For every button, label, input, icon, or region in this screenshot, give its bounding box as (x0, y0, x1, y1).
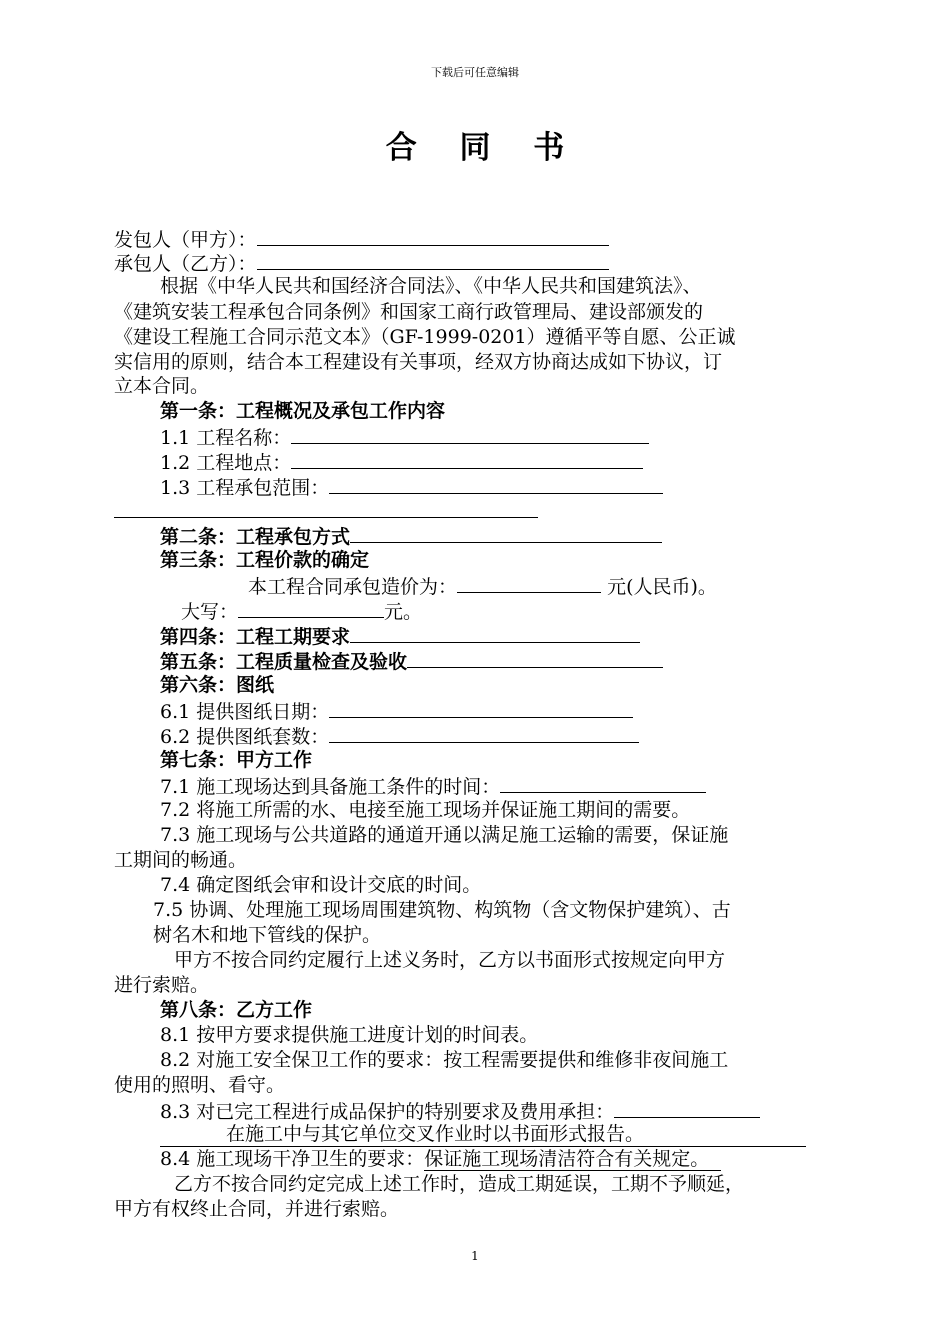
article-1-item-2 (160, 449, 643, 475)
construction-period-blank[interactable] (350, 623, 640, 643)
article-5-line (160, 648, 663, 674)
party-b-line (114, 250, 609, 276)
article-7-item-5-line-1: 7.5 协调、处理施工现场周围建筑物、构筑物（含文物保护建筑）、古 (153, 899, 731, 921)
party-a-line (114, 226, 609, 252)
article-8-item-1: 8.1 按甲方要求提供施工进度计划的时间表。 (160, 1024, 539, 1046)
party-b-label: 承包人（乙方）： (114, 253, 257, 275)
article-7-item-3-line-1: 7.3 施工现场与公共道路的通道开通以满足施工运输的需要，保证施 (160, 824, 729, 846)
article-7-item-2: 7.2 将施工所需的水、电接至施工现场并保证施工期间的需要。 (160, 799, 691, 821)
site-ready-time-label: 7.1 施工现场达到具备施工条件的时间： (160, 776, 501, 798)
party-a-label: 发包人（甲方）： (114, 229, 257, 251)
project-location-label: 1.2 工程地点： (160, 452, 292, 474)
article-8-item-3-line-1 (160, 1098, 760, 1124)
drawing-date-label: 6.1 提供图纸日期： (160, 701, 330, 723)
drawing-sets-blank[interactable] (329, 723, 639, 743)
site-hygiene-label: 8.4 施工现场干净卫生的要求： (160, 1148, 425, 1170)
article-8-title: 第八条：乙方工作 (160, 999, 313, 1021)
site-hygiene-value: 保证施工现场清洁符合有关规定。 (424, 1148, 710, 1170)
party-a-blank[interactable] (257, 226, 609, 246)
intro-line-2: 《建筑安装工程承包合同条例》和国家工商行政管理局、建设部颁发的 (114, 301, 704, 323)
document-title: 合 同 书 (385, 130, 581, 166)
article-2-title: 第二条：工程承包方式 (160, 526, 351, 548)
article-8-item-4 (160, 1147, 721, 1171)
page-header-note: 下载后可任意编辑 (431, 66, 519, 79)
capital-amount-label: 大写： (181, 601, 239, 623)
article-7-item-4: 7.4 确定图纸会审和设计交底的时间。 (160, 874, 482, 896)
article-8-item-3-line-2 (160, 1122, 806, 1147)
article-4-line (160, 623, 640, 649)
project-name-label: 1.1 工程名称： (160, 427, 292, 449)
project-scope-continuation (114, 498, 538, 524)
project-scope-blank-2[interactable] (114, 498, 538, 518)
intro-line-1: 根据《中华人民共和国经济合同法》、《中华人民共和国建筑法》、 (160, 275, 702, 297)
contract-price-label: 本工程合同承包造价为： (248, 576, 458, 598)
capital-amount-unit: 元。 (384, 601, 423, 623)
site-ready-time-blank[interactable] (500, 773, 706, 793)
article-3-title: 第三条：工程价款的确定 (160, 549, 370, 571)
intro-line-4: 实信用的原则，结合本工程建设有关事项，经双方协商达成如下协议，订 (114, 351, 723, 373)
article-7-item-5-line-2: 树名木和地下管线的保护。 (153, 924, 382, 946)
capital-amount-line (181, 598, 422, 624)
page-number: 1 (471, 1249, 479, 1263)
article-6-title: 第六条：图纸 (160, 674, 275, 696)
article-7-breach-line-1: 甲方不按合同约定履行上述义务时，乙方以书面形式按规定向甲方 (174, 949, 726, 971)
drawing-sets-label: 6.2 提供图纸套数： (160, 726, 330, 748)
article-8-item-2-line-1: 8.2 对施工安全保卫工作的要求：按工程需要提供和维修非夜间施工 (160, 1049, 729, 1071)
project-name-blank[interactable] (291, 424, 649, 444)
contract-price-line (248, 573, 717, 599)
project-scope-blank[interactable] (329, 474, 663, 494)
article-7-item-3-line-2: 工期间的畅通。 (114, 849, 248, 871)
capital-amount-blank[interactable] (238, 598, 384, 618)
article-8-breach-line-2: 甲方有权终止合同，并进行索赔。 (114, 1198, 400, 1220)
article-6-item-1 (160, 698, 633, 724)
article-5-title: 第五条：工程质量检查及验收 (160, 651, 408, 673)
article-2-line (160, 523, 662, 549)
drawing-date-blank[interactable] (329, 698, 633, 718)
article-6-item-2 (160, 723, 639, 749)
article-7-item-1 (160, 773, 706, 799)
product-protection-label: 8.3 对已完工程进行成品保护的特别要求及费用承担： (160, 1101, 615, 1123)
party-b-blank[interactable] (257, 250, 609, 270)
project-scope-label: 1.3 工程承包范围： (160, 477, 330, 499)
intro-line-5: 立本合同。 (114, 375, 210, 397)
product-protection-text: 在施工中与其它单位交叉作业时以书面形式报告。 (226, 1123, 645, 1145)
contract-method-blank[interactable] (350, 523, 662, 543)
article-1-item-1 (160, 424, 649, 450)
article-7-breach-line-2: 进行索赔。 (114, 974, 210, 996)
contract-price-unit: 元(人民币)。 (607, 576, 717, 598)
article-1-title: 第一条：工程概况及承包工作内容 (160, 400, 446, 422)
article-8-breach-line-1: 乙方不按合同约定完成上述工作时，造成工期延误，工期不予顺延， (174, 1173, 745, 1195)
project-location-blank[interactable] (291, 449, 643, 469)
intro-line-3: 《建设工程施工合同示范文本》（GF-1999-0201）遵循平等自愿、公正诚 (114, 326, 736, 348)
quality-inspection-blank[interactable] (407, 648, 663, 668)
product-protection-blank[interactable] (614, 1098, 760, 1118)
product-protection-filled (160, 1122, 806, 1147)
article-8-item-2-line-2: 使用的照明、看守。 (114, 1074, 286, 1096)
article-4-title: 第四条：工程工期要求 (160, 626, 351, 648)
article-7-title: 第七条：甲方工作 (160, 749, 313, 771)
contract-price-blank[interactable] (457, 573, 601, 593)
article-1-item-3 (160, 474, 663, 500)
